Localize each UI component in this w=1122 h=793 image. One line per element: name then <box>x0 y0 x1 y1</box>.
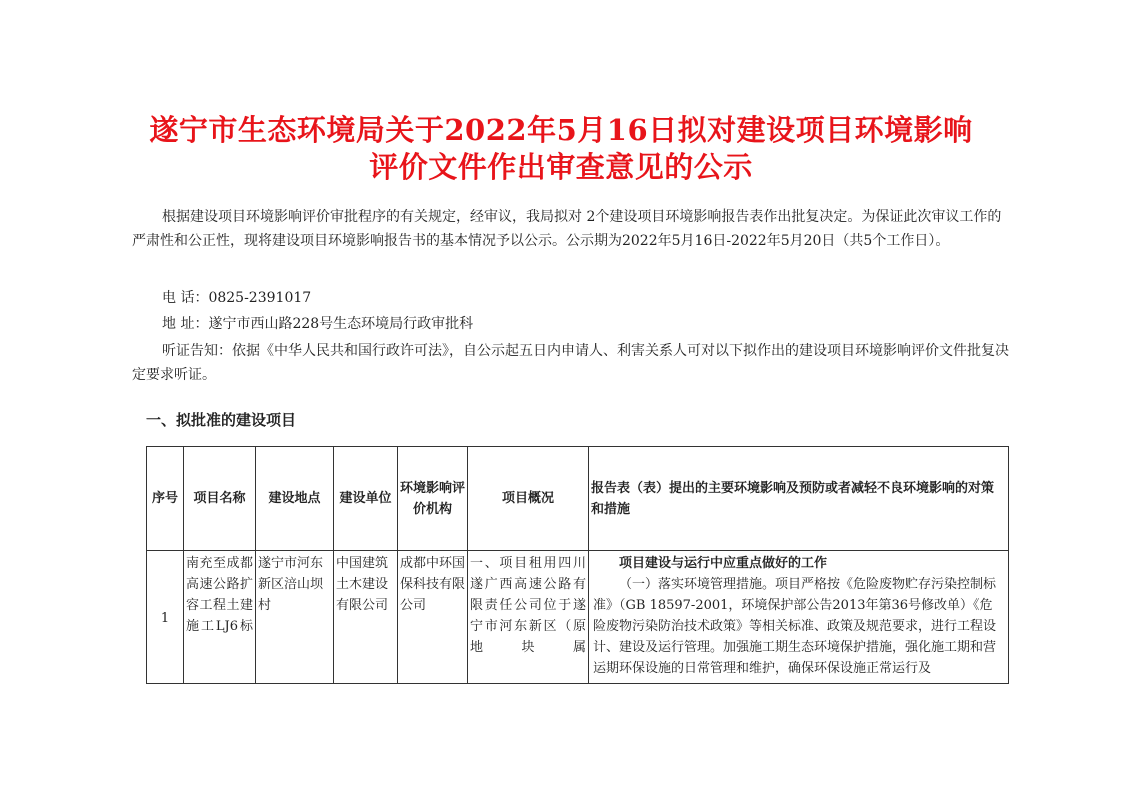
document-title-line2: 评价文件作出审查意见的公示 <box>369 150 753 184</box>
header-measures: 报告表（表）提出的主要环境影响及预防或者减轻不良环境影响的对策和措施 <box>589 447 1009 551</box>
section-heading: 一、拟批准的建设项目 <box>146 411 297 429</box>
cell-overview: 一、项目租用四川遂广西高速公路有限责任公司位于遂宁市河东新区（原地块属 <box>468 551 589 684</box>
project-table <box>146 446 1009 684</box>
header-location: 建设地点 <box>256 447 334 551</box>
measures-title: 项目建设与运行中应重点做好的工作 <box>619 556 828 571</box>
cell-agency: 成都中环国保科技有限公司 <box>398 551 468 684</box>
table-row <box>147 551 1009 684</box>
cell-location: 遂宁市河东新区涪山坝村 <box>256 551 334 684</box>
cell-measures <box>589 551 1009 684</box>
address-line: 地 址：遂宁市西山路228号生态环境局行政审批科 <box>162 316 474 332</box>
table-header-row <box>147 447 1009 551</box>
intro-paragraph: 根据建设项目环境影响评价审批程序的有关规定，经审议，我局拟对 2个建设项目环境影响报告表作出批复决定。为保证此次审议工作的严肃性和公正性，现将建设项目环境影响报告书的基本情况予以公示。公示期为2022年5月16日-2022年5月20日（共5个工作日）。 <box>132 209 1002 249</box>
header-agency: 环境影响评价机构 <box>398 447 468 551</box>
cell-unit: 中国建筑土木建设有限公司 <box>334 551 398 684</box>
cell-name: 南充至成都高速公路扩容工程土建施工LJ6标 <box>184 551 256 684</box>
measures-body: （一）落实环境管理措施。项目严格按《危险废物贮存污染控制标准》（GB 18597-2001，环境保护部公告2013年第36号修改单）《危险废物污染防治技术政策》等相关标准、政策及规范要求，进行工程设计、建设及运行管理。加强施工期生态环境保护措施，强化施工期和营运期环保设施的日常管理和维护，确保环保设施正常运行及 <box>593 577 997 676</box>
header-no: 序号 <box>147 447 184 551</box>
header-name: 项目名称 <box>184 447 256 551</box>
hearing-paragraph: 听证告知：依据《中华人民共和国行政许可法》，自公示起五日内申请人、利害关系人可对以下拟作出的建设项目环境影响评价文件批复决定要求听证。 <box>132 343 1009 383</box>
document-title-line1: 遂宁市生态环境局关于2022年5月16日拟对建设项目环境影响 <box>149 113 973 147</box>
cell-no: 1 <box>147 551 184 684</box>
header-overview: 项目概况 <box>468 447 589 551</box>
header-unit: 建设单位 <box>334 447 398 551</box>
phone-line: 电 话：0825-2391017 <box>162 290 312 306</box>
